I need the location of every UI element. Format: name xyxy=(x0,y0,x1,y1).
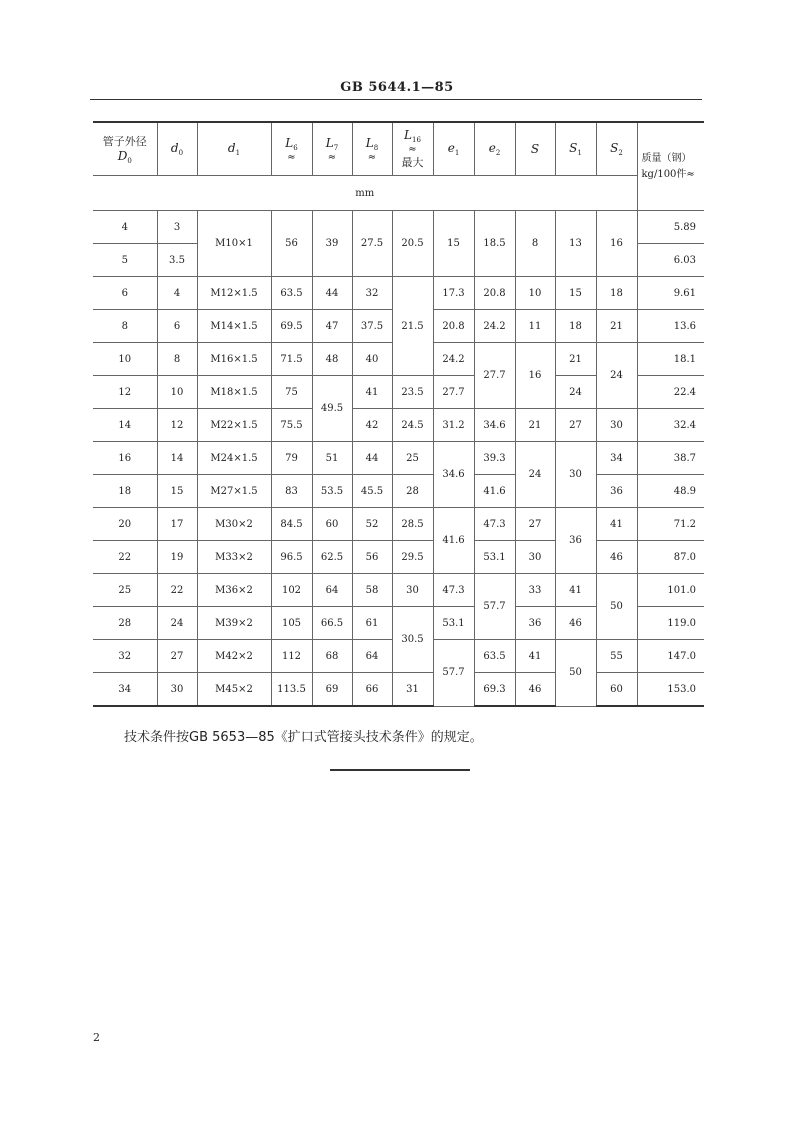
cell-e1: 41.6 xyxy=(433,508,474,574)
cell-mass: 9.61 xyxy=(637,277,704,310)
cell-d0: 4 xyxy=(157,277,197,310)
cell-e2: 63.5 xyxy=(474,640,515,673)
cell-d1: M16×1.5 xyxy=(197,343,271,376)
col-header-D0 xyxy=(93,122,157,176)
header-rule xyxy=(90,99,702,100)
cell-L8: 66 xyxy=(352,673,392,707)
unit-row xyxy=(93,176,704,211)
cell-D0: 20 xyxy=(93,508,157,541)
col-header-L6-subscript: 6 xyxy=(293,144,298,153)
cell-L6: 75 xyxy=(271,376,312,409)
cell-d1: M24×1.5 xyxy=(197,442,271,475)
cell-d0: 27 xyxy=(157,640,197,673)
cell-e1: 47.3 xyxy=(433,574,474,607)
cell-e2: 41.6 xyxy=(474,475,515,508)
col-header-L16-subscript: 16 xyxy=(412,136,421,145)
cell-e1: 27.7 xyxy=(433,376,474,409)
cell-D0: 12 xyxy=(93,376,157,409)
cell-d0: 17 xyxy=(157,508,197,541)
cell-S: 46 xyxy=(515,673,555,707)
col-header-L7 xyxy=(312,122,352,176)
col-header-S2 xyxy=(596,122,637,176)
cell-d1: M14×1.5 xyxy=(197,310,271,343)
cell-e2: 20.8 xyxy=(474,277,515,310)
cell-e1: 57.7 xyxy=(433,640,474,707)
col-header-mass xyxy=(637,122,704,211)
cell-L7: 47 xyxy=(312,310,352,343)
col-header-d0 xyxy=(157,122,197,176)
col-header-S-symbol: S xyxy=(530,142,540,156)
cell-d0: 22 xyxy=(157,574,197,607)
table-row xyxy=(93,574,704,607)
col-header-S2-symbol: S xyxy=(610,140,619,155)
cell-L8: 45.5 xyxy=(352,475,392,508)
cell-e1: 15 xyxy=(433,211,474,277)
cell-D0: 5 xyxy=(93,244,157,277)
cell-L7: 48 xyxy=(312,343,352,376)
cell-e2: 39.3 xyxy=(474,442,515,475)
cell-d0: 24 xyxy=(157,607,197,640)
cell-S1: 18 xyxy=(555,310,596,343)
cell-S: 10 xyxy=(515,277,555,310)
cell-L8: 37.5 xyxy=(352,310,392,343)
cell-L7: 44 xyxy=(312,277,352,310)
cell-L7: 66.5 xyxy=(312,607,352,640)
col-header-S2-subscript: 2 xyxy=(618,149,623,158)
cell-d1: M33×2 xyxy=(197,541,271,574)
table-row xyxy=(93,442,704,475)
cell-e2: 18.5 xyxy=(474,211,515,277)
col-header-d0-symbol: d xyxy=(170,140,179,155)
cell-L8: 44 xyxy=(352,442,392,475)
cell-d0: 19 xyxy=(157,541,197,574)
cell-e1: 31.2 xyxy=(433,409,474,442)
cell-L16: 24.5 xyxy=(392,409,433,442)
cell-S: 27 xyxy=(515,508,555,541)
cell-S: 33 xyxy=(515,574,555,607)
cell-mass: 5.89 xyxy=(637,211,704,244)
cell-S2: 24 xyxy=(596,343,637,409)
page-number: 2 xyxy=(93,1031,100,1044)
cell-D0: 18 xyxy=(93,475,157,508)
unit-label: mm xyxy=(93,176,637,211)
cell-S2: 55 xyxy=(596,640,637,673)
end-rule xyxy=(330,769,470,771)
cell-L6: 105 xyxy=(271,607,312,640)
cell-L7: 53.5 xyxy=(312,475,352,508)
col-header-e2-symbol: e xyxy=(488,140,496,155)
cell-d1: M39×2 xyxy=(197,607,271,640)
cell-L16: 20.5 xyxy=(392,211,433,277)
col-header-L6-approx: ≈ xyxy=(287,151,296,163)
cell-S2: 18 xyxy=(596,277,637,310)
cell-D0: 16 xyxy=(93,442,157,475)
col-header-mass-line2: kg/100件≈ xyxy=(641,168,695,180)
cell-L8: 58 xyxy=(352,574,392,607)
cell-d0: 12 xyxy=(157,409,197,442)
cell-L6: 83 xyxy=(271,475,312,508)
cell-e2: 47.3 xyxy=(474,508,515,541)
cell-L6: 75.5 xyxy=(271,409,312,442)
cell-L16: 29.5 xyxy=(392,541,433,574)
cell-d1: M18×1.5 xyxy=(197,376,271,409)
cell-L8: 42 xyxy=(352,409,392,442)
cell-L8: 40 xyxy=(352,343,392,376)
cell-D0: 10 xyxy=(93,343,157,376)
dimension-table xyxy=(93,121,704,707)
cell-mass: 32.4 xyxy=(637,409,704,442)
cell-S1: 36 xyxy=(555,508,596,574)
col-header-e1 xyxy=(433,122,474,176)
cell-L7: 39 xyxy=(312,211,352,277)
cell-e2: 34.6 xyxy=(474,409,515,442)
col-header-L8-approx: ≈ xyxy=(367,151,377,163)
cell-d0: 30 xyxy=(157,673,197,707)
cell-mass: 119.0 xyxy=(637,607,704,640)
col-header-d1-subscript: 1 xyxy=(235,149,241,158)
table-row xyxy=(93,277,704,310)
col-header-e2 xyxy=(474,122,515,176)
cell-d0: 8 xyxy=(157,343,197,376)
cell-d0: 14 xyxy=(157,442,197,475)
cell-S1: 30 xyxy=(555,442,596,508)
cell-D0: 14 xyxy=(93,409,157,442)
cell-L6: 79 xyxy=(271,442,312,475)
col-header-S1-symbol: S xyxy=(569,140,578,155)
cell-L7: 49.5 xyxy=(312,376,352,442)
cell-S1: 27 xyxy=(555,409,596,442)
table-header-row xyxy=(93,122,704,176)
cell-L16: 21.5 xyxy=(392,277,433,376)
cell-L6: 113.5 xyxy=(271,673,312,707)
cell-e2: 53.1 xyxy=(474,541,515,574)
cell-mass: 87.0 xyxy=(637,541,704,574)
cell-mass: 18.1 xyxy=(637,343,704,376)
cell-L8: 27.5 xyxy=(352,211,392,277)
cell-d0: 3.5 xyxy=(157,244,197,277)
cell-mass: 101.0 xyxy=(637,574,704,607)
cell-L16: 25 xyxy=(392,442,433,475)
col-header-L8-subscript: 8 xyxy=(373,144,379,153)
col-header-L7-subscript: 7 xyxy=(333,144,339,153)
cell-L16: 31 xyxy=(392,673,433,707)
cell-D0: 6 xyxy=(93,277,157,310)
cell-S1: 50 xyxy=(555,640,596,707)
cell-D0: 8 xyxy=(93,310,157,343)
cell-S2: 21 xyxy=(596,310,637,343)
col-header-e2-subscript: 2 xyxy=(495,149,501,158)
cell-S2: 46 xyxy=(596,541,637,574)
cell-L6: 69.5 xyxy=(271,310,312,343)
col-header-S1 xyxy=(555,122,596,176)
cell-L8: 32 xyxy=(352,277,392,310)
cell-S1: 21 xyxy=(555,343,596,376)
cell-L8: 61 xyxy=(352,607,392,640)
cell-D0: 34 xyxy=(93,673,157,707)
cell-e2: 69.3 xyxy=(474,673,515,707)
cell-D0: 4 xyxy=(93,211,157,244)
cell-d1: M42×2 xyxy=(197,640,271,673)
technical-conditions-note: 技术条件按GB 5653—85《扩口式管接头技术条件》的规定。 xyxy=(124,730,483,745)
cell-S2: 41 xyxy=(596,508,637,541)
table-row xyxy=(93,541,704,574)
table-row xyxy=(93,508,704,541)
cell-L7: 60 xyxy=(312,508,352,541)
col-header-L16 xyxy=(392,122,433,176)
cell-D0: 22 xyxy=(93,541,157,574)
cell-mass: 22.4 xyxy=(637,376,704,409)
col-header-d1 xyxy=(197,122,271,176)
cell-L8: 41 xyxy=(352,376,392,409)
cell-L7: 64 xyxy=(312,574,352,607)
table-row xyxy=(93,673,704,707)
cell-S2: 34 xyxy=(596,442,637,475)
cell-S: 11 xyxy=(515,310,555,343)
cell-D0: 32 xyxy=(93,640,157,673)
col-header-D0-label: 管子外径 xyxy=(102,134,147,148)
cell-d1: M30×2 xyxy=(197,508,271,541)
col-header-L6-symbol: L xyxy=(285,136,294,151)
cell-L6: 96.5 xyxy=(271,541,312,574)
cell-S2: 60 xyxy=(596,673,637,707)
cell-mass: 153.0 xyxy=(637,673,704,707)
cell-L6: 71.5 xyxy=(271,343,312,376)
cell-S2: 36 xyxy=(596,475,637,508)
col-header-mass-line1: 质量（钢） xyxy=(641,152,692,164)
cell-d1: M45×2 xyxy=(197,673,271,707)
cell-L16: 30.5 xyxy=(392,607,433,673)
table-row xyxy=(93,211,704,244)
table-row xyxy=(93,475,704,508)
cell-mass: 6.03 xyxy=(637,244,704,277)
cell-d0: 15 xyxy=(157,475,197,508)
cell-S1: 15 xyxy=(555,277,596,310)
cell-L6: 84.5 xyxy=(271,508,312,541)
table-row xyxy=(93,409,704,442)
cell-d1: M10×1 xyxy=(197,211,271,277)
col-header-d1-symbol: d xyxy=(227,140,236,155)
cell-L16: 28 xyxy=(392,475,433,508)
cell-S2: 16 xyxy=(596,211,637,277)
col-header-L7-symbol: L xyxy=(325,136,334,151)
col-header-L16-symbol: L xyxy=(404,128,413,143)
col-header-S xyxy=(515,122,555,176)
col-header-L6 xyxy=(271,122,312,176)
cell-mass: 48.9 xyxy=(637,475,704,508)
cell-L8: 52 xyxy=(352,508,392,541)
cell-S1: 13 xyxy=(555,211,596,277)
cell-S1: 24 xyxy=(555,376,596,409)
col-header-L7-approx: ≈ xyxy=(327,151,337,163)
cell-D0: 28 xyxy=(93,607,157,640)
cell-e1: 53.1 xyxy=(433,607,474,640)
cell-L6: 63.5 xyxy=(271,277,312,310)
cell-e1: 24.2 xyxy=(433,343,474,376)
cell-d1: M27×1.5 xyxy=(197,475,271,508)
cell-d0: 6 xyxy=(157,310,197,343)
cell-L6: 56 xyxy=(271,211,312,277)
col-header-S1-subscript: 1 xyxy=(577,149,582,158)
cell-S: 30 xyxy=(515,541,555,574)
cell-d1: M36×2 xyxy=(197,574,271,607)
cell-S2: 30 xyxy=(596,409,637,442)
cell-e1: 20.8 xyxy=(433,310,474,343)
cell-mass: 13.6 xyxy=(637,310,704,343)
cell-e2: 57.7 xyxy=(474,574,515,640)
cell-S: 36 xyxy=(515,607,555,640)
col-header-L16-approx: ≈ xyxy=(408,143,417,155)
col-header-D0-symbol: D xyxy=(117,148,128,163)
col-header-L8-symbol: L xyxy=(365,136,374,151)
cell-S1: 46 xyxy=(555,607,596,640)
cell-L16: 23.5 xyxy=(392,376,433,409)
cell-e1: 34.6 xyxy=(433,442,474,508)
cell-e1: 17.3 xyxy=(433,277,474,310)
cell-d1: M12×1.5 xyxy=(197,277,271,310)
col-header-e1-symbol: e xyxy=(447,140,455,155)
cell-S: 8 xyxy=(515,211,555,277)
cell-L8: 56 xyxy=(352,541,392,574)
cell-L7: 69 xyxy=(312,673,352,707)
col-header-L8 xyxy=(352,122,392,176)
cell-S: 41 xyxy=(515,640,555,673)
cell-L7: 62.5 xyxy=(312,541,352,574)
cell-S1: 41 xyxy=(555,574,596,607)
cell-D0: 25 xyxy=(93,574,157,607)
cell-S: 21 xyxy=(515,409,555,442)
cell-L6: 112 xyxy=(271,640,312,673)
cell-d0: 10 xyxy=(157,376,197,409)
standard-number-header: GB 5644.1—85 xyxy=(340,80,454,95)
cell-L7: 68 xyxy=(312,640,352,673)
cell-L6: 102 xyxy=(271,574,312,607)
cell-S: 24 xyxy=(515,442,555,508)
cell-mass: 147.0 xyxy=(637,640,704,673)
col-header-D0-subscript: 0 xyxy=(127,157,132,166)
cell-L16: 28.5 xyxy=(392,508,433,541)
cell-L16: 30 xyxy=(392,574,433,607)
cell-S: 16 xyxy=(515,343,555,409)
cell-L7: 51 xyxy=(312,442,352,475)
cell-d1: M22×1.5 xyxy=(197,409,271,442)
cell-mass: 38.7 xyxy=(637,442,704,475)
cell-d0: 3 xyxy=(157,211,197,244)
cell-e2: 24.2 xyxy=(474,310,515,343)
col-header-e1-subscript: 1 xyxy=(454,149,460,158)
col-header-L16-note: 最大 xyxy=(401,155,424,169)
cell-L8: 64 xyxy=(352,640,392,673)
cell-e2: 27.7 xyxy=(474,343,515,409)
col-header-d0-subscript: 0 xyxy=(178,149,184,158)
cell-S2: 50 xyxy=(596,574,637,640)
cell-mass: 71.2 xyxy=(637,508,704,541)
